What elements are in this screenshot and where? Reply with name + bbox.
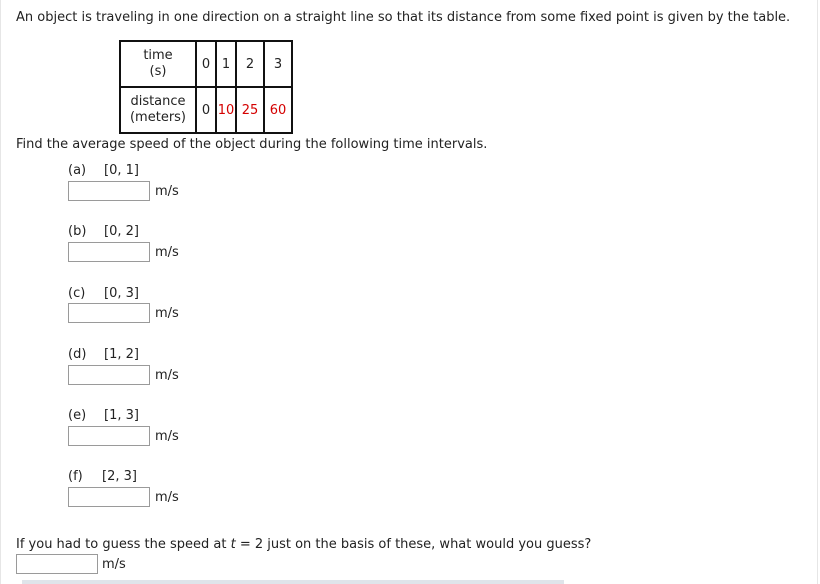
time-cell: 2: [236, 41, 264, 87]
part-b-answer-input[interactable]: [68, 242, 150, 262]
distance-cell: 60: [264, 87, 292, 133]
final-question: If you had to guess the speed at t = 2 just on the basis of these, what would you guess?: [16, 537, 592, 552]
final-answer-input[interactable]: [16, 554, 98, 574]
time-cell: 0: [196, 41, 216, 87]
part-b-unit: m/s: [155, 245, 179, 260]
distance-header: distance (meters): [120, 87, 196, 133]
distance-cell: 25: [236, 87, 264, 133]
part-c-unit: m/s: [155, 306, 179, 321]
horizontal-scrollbar[interactable]: [22, 580, 564, 584]
part-d-unit: m/s: [155, 368, 179, 383]
time-cell: 1: [216, 41, 236, 87]
part-a-answer-input[interactable]: [68, 181, 150, 201]
time-cell: 3: [264, 41, 292, 87]
distance-cell: 10: [216, 87, 236, 133]
part-e-unit: m/s: [155, 429, 179, 444]
part-f-unit: m/s: [155, 490, 179, 505]
part-f-answer-input[interactable]: [68, 487, 150, 507]
part-a-label: (a) [0, 1]: [68, 163, 139, 178]
part-e-answer-input[interactable]: [68, 426, 150, 446]
part-f-label: (f) [2, 3]: [68, 469, 137, 484]
part-a-unit: m/s: [155, 184, 179, 199]
part-d-label: (d) [1, 2]: [68, 347, 139, 362]
part-c-label: (c) [0, 3]: [68, 286, 139, 301]
part-b-label: (b) [0, 2]: [68, 224, 139, 239]
final-unit: m/s: [102, 557, 126, 572]
part-c-answer-input[interactable]: [68, 303, 150, 323]
distance-cell: 0: [196, 87, 216, 133]
time-header: time (s): [120, 41, 196, 87]
data-table: [119, 40, 293, 134]
part-e-label: (e) [1, 3]: [68, 408, 139, 423]
part-d-answer-input[interactable]: [68, 365, 150, 385]
intro-text: An object is traveling in one direction on a straight line so that its distance from some fixed point is given by the table.: [16, 10, 791, 25]
instruction-text: Find the average speed of the object during the following time intervals.: [16, 137, 488, 152]
